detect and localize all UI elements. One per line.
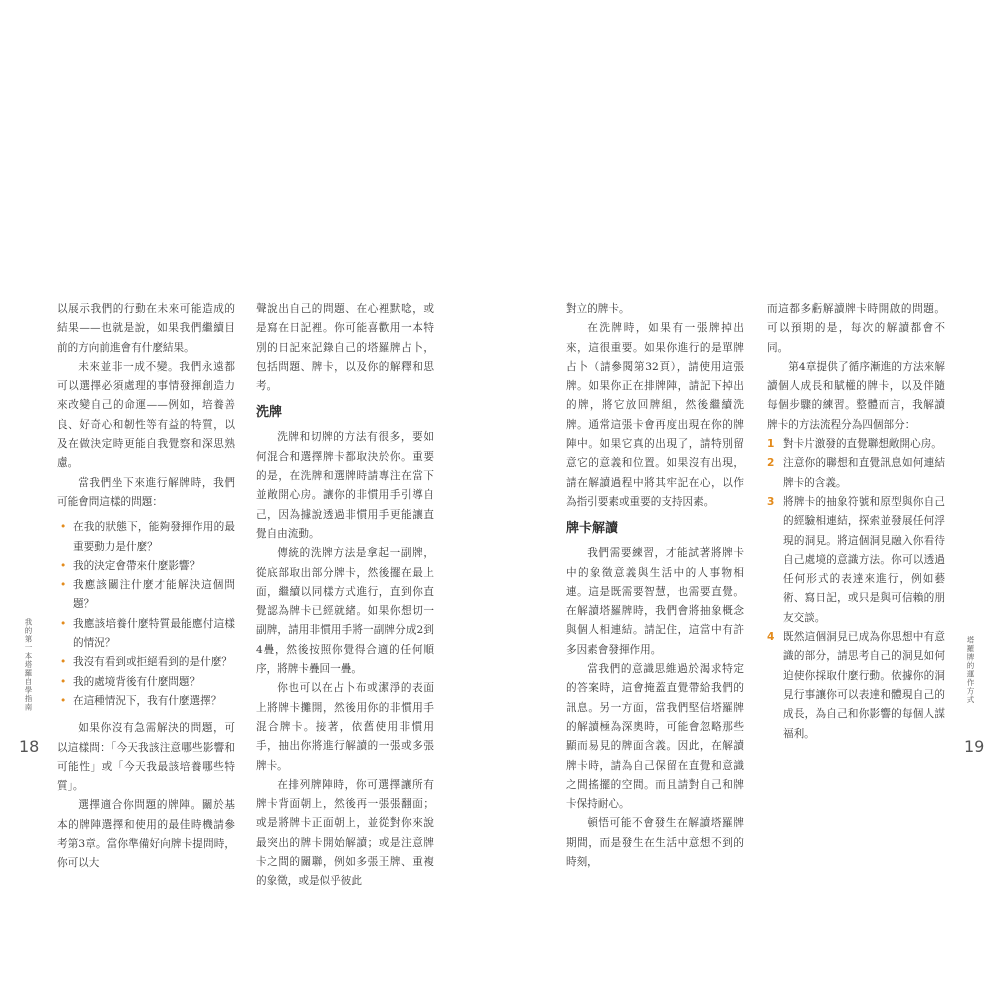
step-number: 4: [767, 631, 775, 644]
bullet-icon: •: [60, 559, 67, 572]
page-number-right: 19: [964, 737, 985, 756]
list-item: 4 既然這個洞見已成為你思想中有意識的部分，請思考自己的洞見如何迫使你採取什麼行動。依據你的洞見行事讓你可以表達和體現自己的成長，為自己和你影響的每個人謀福利。: [767, 628, 945, 744]
bullet-icon: •: [60, 675, 67, 688]
paragraph: 以展示我們的行動在未來可能造成的結果——也就是說，如果我們繼續目前的方向前進會有什麼結果。: [57, 303, 235, 354]
section-heading: 牌卡解讀: [566, 521, 619, 537]
list-item: • 在我的狀態下，能夠發揮作用的最重要動力是什麼？: [57, 518, 235, 557]
step-number: 2: [767, 457, 775, 470]
paragraph: 洗牌和切牌的方法有很多，要如何混合和選擇牌卡都取決於你。重要的是，在洗牌和選牌時請專注在當下並敞開心房。讓你的非慣用手引導自己，因為據說透過非慣用手更能讓直覺自由流動。: [256, 431, 434, 540]
list-item: 1 對卡片激發的直覺聯想敞開心房。: [767, 435, 945, 454]
paragraph: 未來並非一成不變。我們永遠都可以選擇必須處理的事情發揮創造力來改變自己的命運——例如，培養善良、好奇心和韌性等有益的特質，以及在做決定時更能自我覺察和深思熟慮。: [57, 360, 235, 470]
bullet-icon: •: [60, 617, 67, 630]
bullet-icon: •: [60, 694, 67, 707]
right-column-2: [767, 300, 945, 744]
left-column-2: [256, 300, 434, 892]
paragraph: 你也可以在占卜布或潔淨的表面上將牌卡攤開，然後用你的非慣用手混合牌卡。接著，依舊使用非慣用手，抽出你將進行解讀的一張或多張牌卡。: [256, 682, 434, 772]
paragraph: 選擇適合你問題的牌陣。關於基本的牌陣選擇和使用的最佳時機請參考第3章。當你準備好向牌卡提問時，你可以大: [57, 799, 235, 870]
list-item: • 我沒有看到或拒絕看到的是什麼？: [57, 653, 235, 672]
paragraph: 傳統的洗牌方法是拿起一副牌，從底部取出部分牌卡，然後擺在最上面，繼續以同樣方式進行，直到你直覺認為牌卡已經就緒。如果你想切一副牌，請用非慣用手將一副牌分成2到4疊，然後按照你覺得合適的任何順序，將牌卡疊回一疊。: [256, 547, 434, 676]
paragraph: 我們需要練習，才能試著將牌卡中的象徵意義與生活中的人事物相連。這是既需要智慧，也需要直覺。在解讀塔羅牌時，我們會將抽象概念與個人相連結。請記住，這當中有許多因素會發揮作用。: [566, 547, 744, 656]
list-item: • 我應該培養什麼特質最能應付這樣的情況？: [57, 615, 235, 654]
paragraph: 如果你沒有急需解決的問題，可以這樣問：「今天我該注意哪些影響和可能性」或「今天我最該培養哪些特質」。: [57, 722, 235, 793]
paragraph: 聲說出自己的問題、在心裡默唸，或是寫在日記裡。你可能喜歡用一本特別的日記來記錄自己的塔羅牌占卜，包括問題、牌卡，以及你的解釋和思考。: [256, 303, 434, 393]
running-head-right: 塔羅牌的運作方式: [966, 636, 975, 704]
paragraph: 當我們的意識思維過於渴求特定的答案時，這會掩蓋直覺帶給我們的訊息。另一方面，當我們堅信塔羅牌的解讀極為深奧時，可能會忽略那些顯而易見的牌面含義。因此，在解讀牌卡時，請為自己保留在直覺和意識之間搖擺的空間。而且請對自己和牌卡保持耐心。: [566, 663, 744, 811]
bullet-icon: •: [60, 656, 67, 669]
list-item: • 我應該關注什麼才能解決這個問題？: [57, 576, 235, 615]
list-item: • 我的決定會帶來什麼影響？: [57, 557, 235, 576]
paragraph: 而這都多虧解讀牌卡時開啟的問題。可以預期的是，每次的解讀都會不同。: [767, 303, 945, 354]
left-column-1: [57, 300, 235, 874]
bullet-icon: •: [60, 521, 67, 534]
list-item: • 在這種情況下，我有什麼選擇？: [57, 692, 235, 711]
right-column-1: [566, 300, 744, 872]
list-item: 2 注意你的聯想和直覺訊息如何連結牌卡的含義。: [767, 454, 945, 493]
step-number: 3: [767, 495, 775, 508]
paragraph: 頓悟可能不會發生在解讀塔羅牌期間，而是發生在生活中意想不到的時刻，: [566, 817, 744, 869]
running-head-left: 我的第一本塔羅自學指南: [24, 618, 33, 712]
paragraph: 第4章提供了循序漸進的方法來解讀個人成長和賦權的牌卡，以及伴隨每個步驟的練習。整體而言，我解讀牌卡的方法流程分為四個部分：: [767, 360, 945, 431]
paragraph: 當我們坐下來進行解牌時，我們可能會問這樣的問題：: [57, 476, 235, 508]
bullet-icon: •: [60, 579, 67, 592]
list-item: • 我的處境背後有什麼問題？: [57, 673, 235, 692]
steps-list: [767, 435, 945, 744]
step-number: 1: [767, 438, 775, 451]
section-heading: 洗牌: [256, 405, 283, 421]
list-item: 3 將牌卡的抽象符號和原型與你自己的經驗相連結，探索並發展任何浮現的洞見。將這個洞見融入你看待自己處境的意識方法。你可以透過任何形式的表達來進行，例如藝術、寫日記，或只是與可信賴的朋友交談。: [767, 493, 945, 628]
paragraph: 對立的牌卡。: [566, 303, 630, 315]
question-list: [57, 518, 235, 711]
paragraph: 在洗牌時，如果有一張牌掉出來，這很重要。如果你進行的是單牌占卜（請參閱第32頁），請使用這張牌。如果你正在排牌陣，請記下掉出的牌，將它放回牌組，然後繼續洗牌。通常這張卡會再度出現在你的牌陣中。如果它真的出現了，請特別留意它的意義和位置。如果沒有出現，請在解讀過程中將其牢記在心，以作為指引要素或重要的支持因素。: [566, 322, 744, 508]
paragraph: 在排列牌陣時，你可選擇讓所有牌卡背面朝上，然後再一張張翻面；或是將牌卡正面朝上，並從對你來說最突出的牌卡開始解讀；或是注意牌卡之間的關聯，例如多張王牌、重複的象徵，或是似乎彼此: [256, 778, 434, 888]
page-number-left: 18: [19, 737, 40, 756]
